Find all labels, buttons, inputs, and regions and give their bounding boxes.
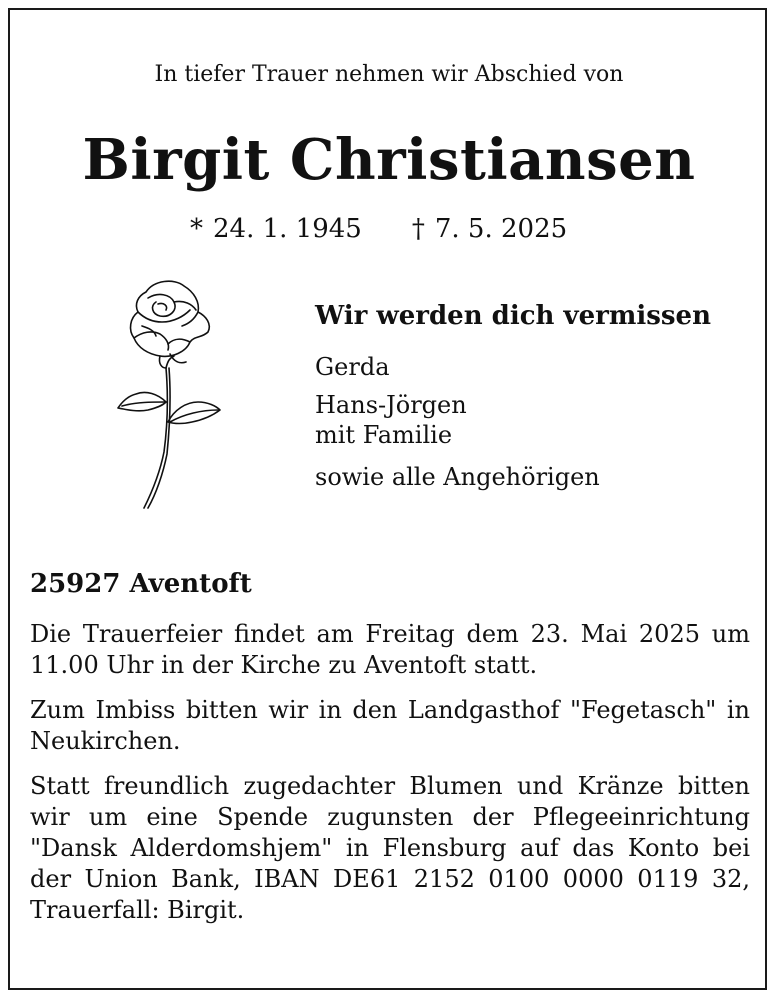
death-date: 7. 5. 2025 xyxy=(434,214,568,244)
family-member: mit Familie xyxy=(315,421,453,449)
donation-paragraph: Statt freundlich zugedachter Blumen und Kränze bitten wir um eine Spende zugunsten der Pflegeeinrichtung "Dansk Alderdomshjem" in Flensburg auf das Konto bei der Union Bank, IBAN DE61 2152 0100 0000 0119 32, Trauerfall: Birgit. xyxy=(30,772,750,924)
ceremony-paragraph: Die Trauerfeier findet am Freitag dem 23. Mai 2025 um 11.00 Uhr in der Kirche zu Aventoft statt. xyxy=(30,620,750,679)
life-dates xyxy=(190,212,567,246)
reception-paragraph: Zum Imbiss bitten wir in den Landgasthof "Fegetasch" in Neukirchen. xyxy=(30,696,750,755)
family-member: Gerda xyxy=(315,353,390,381)
rose-illustration xyxy=(108,272,228,512)
family-list xyxy=(315,348,600,496)
intro-line: In tiefer Trauer nehmen wir Abschied von xyxy=(154,62,624,87)
family-member: sowie alle Angehörigen xyxy=(315,463,600,491)
cross-icon: † xyxy=(411,214,425,244)
birth-symbol: * xyxy=(190,214,203,244)
birth-date: 24. 1. 1945 xyxy=(213,214,362,244)
location-heading: 25927 Aventoft xyxy=(30,569,252,599)
miss-line: Wir werden dich vermissen xyxy=(315,301,711,331)
deceased-name: Birgit Christiansen xyxy=(82,127,696,193)
family-member: Hans-Jörgen xyxy=(315,391,467,419)
